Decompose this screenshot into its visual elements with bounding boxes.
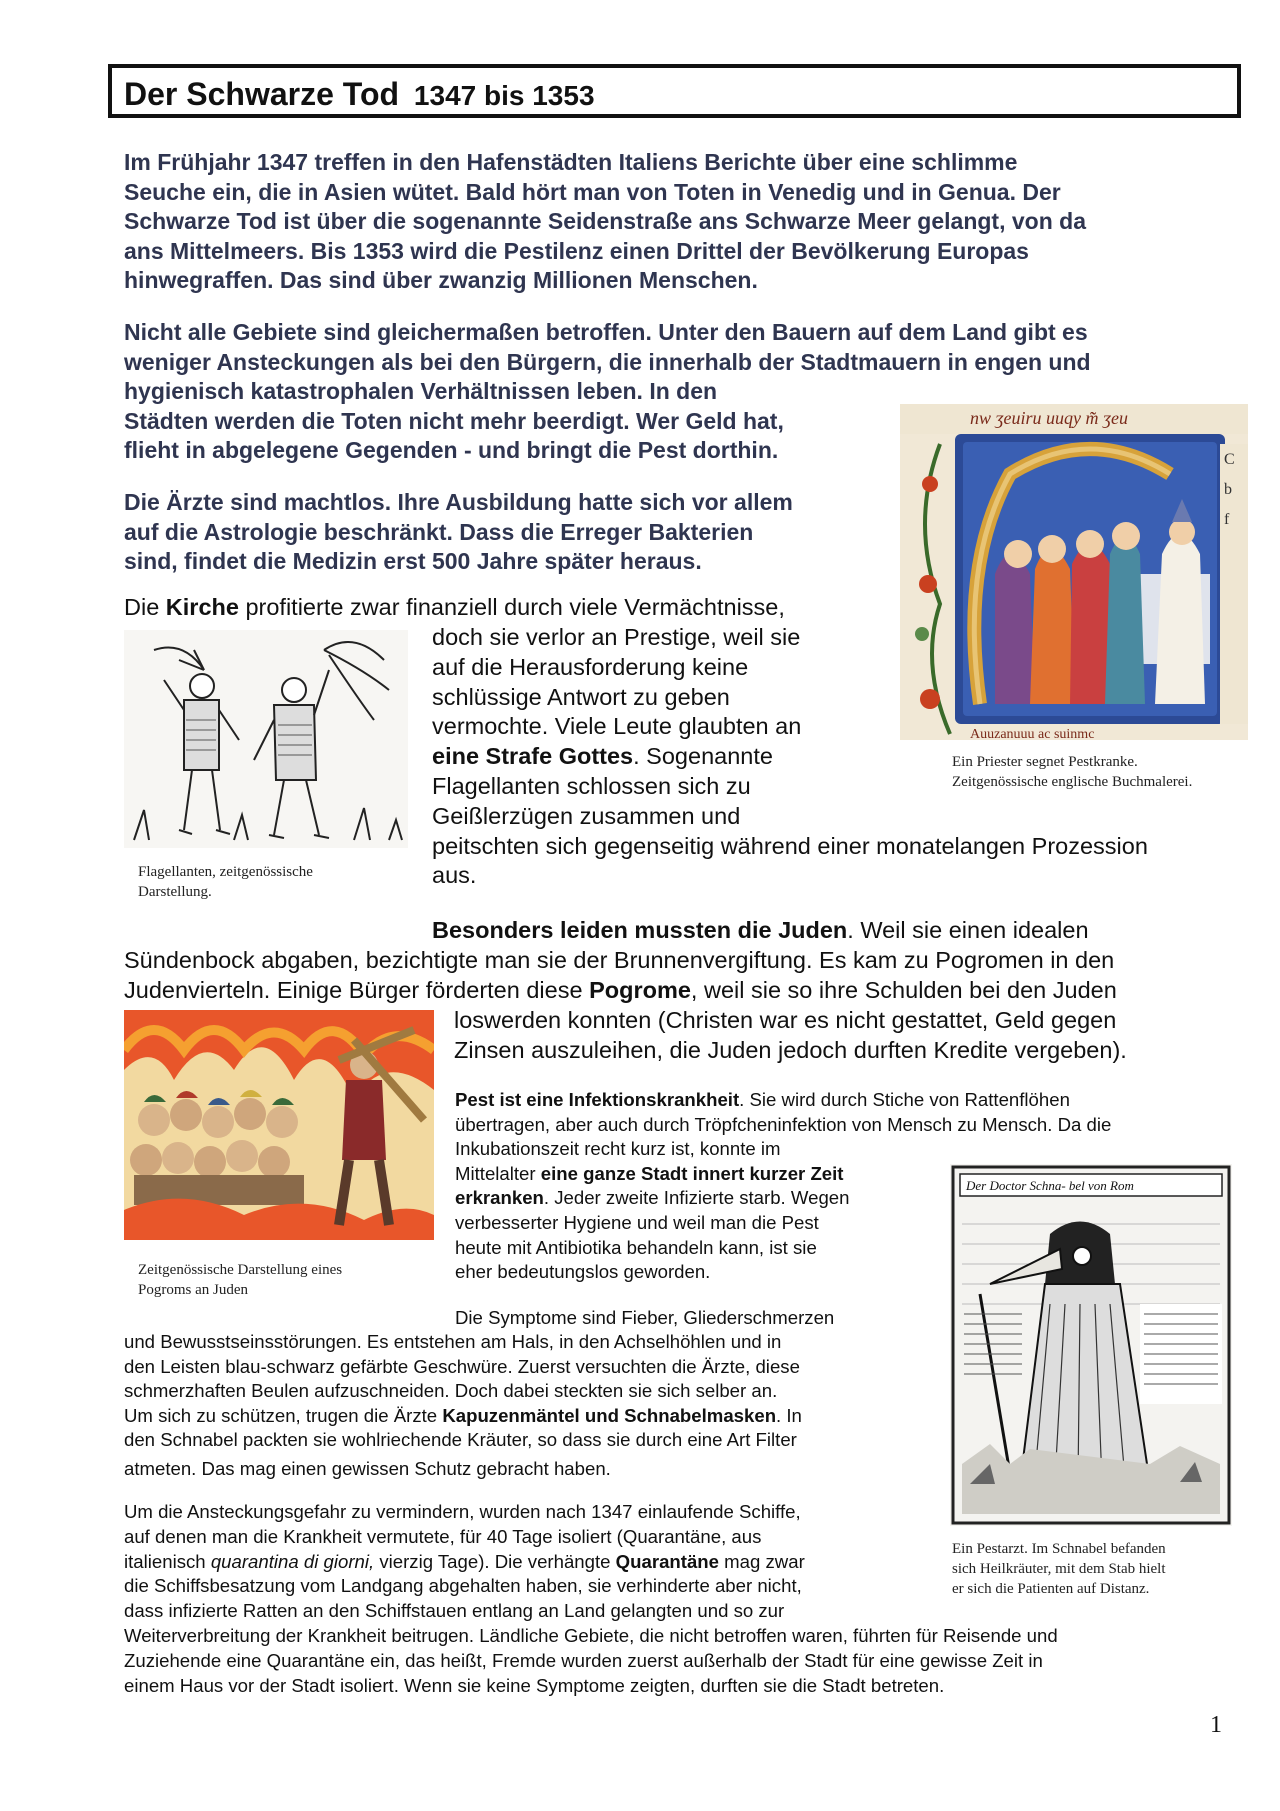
text-line: Zinsen auszuleihen, die Juden jedoch durften Kredite vergeben). (454, 1036, 1127, 1063)
flagellants-illustration (124, 630, 408, 848)
text-line: Flagellanten schlossen sich zu (432, 772, 751, 799)
text-line: ans Mittelmeers. Bis 1353 wird die Pestilenz einen Drittel der Bevölkerung Europas (124, 237, 1029, 264)
text-run: Um sich zu schützen, trugen die Ärzte (124, 1404, 443, 1426)
text-line: auf die Herausforderung keine (432, 653, 749, 680)
text-run: . In (776, 1404, 802, 1426)
text-line: den Leisten blau-schwarz gefärbte Geschwüre. Zuerst versuchten die Ärzte, diese (124, 1355, 800, 1377)
text-line: Seuche ein, die in Asien wütet. Bald hört man von Toten in Venedig und in Genua. Der (124, 178, 1061, 205)
emphasis-kirche: Kirche (165, 594, 239, 620)
text-line: die Schiffsbesatzung vom Landgang abgehalten haben, sie verhinderte aber nicht, (124, 1575, 802, 1597)
text-line: Zuziehende eine Quarantäne ein, das heißt, Fremde wurden zuerst außerhalb der Stadt für eine gewisse Zeit in (124, 1649, 1043, 1671)
text-line: vermochte. Viele Leute glaubten an (432, 713, 802, 740)
text-line: dass infizierte Ratten an den Schiffstauen entlang an Land gelangten und so zur (124, 1600, 785, 1622)
text-line: auf denen man die Krankheit vermutete, für 40 Tage isoliert (Quarantäne, aus (124, 1525, 762, 1547)
text-line: schmerzhaften Beulen aufzuschneiden. Doch dabei steckten sie sich selber an. (124, 1380, 778, 1402)
doctors-paragraph (124, 488, 793, 577)
text-line: hygienisch katastrophalen Verhältnissen leben. In den (124, 378, 718, 404)
text-run: Die (124, 594, 166, 620)
church-first-line (124, 593, 785, 623)
emphasis-erkranken: erkranken (455, 1187, 544, 1209)
emphasis-pogrome: Pogrome (589, 976, 691, 1003)
symptoms-first-line (455, 1306, 834, 1331)
text-line: Die Ärzte sind machtlos. Ihre Ausbildung hatte sich vor allem (124, 489, 793, 515)
text-line: Inkubationszeit recht kurz ist, konnte im (455, 1138, 781, 1160)
caption-line: sich Heilkräuter, mit dem Stab hielt (952, 1561, 1166, 1577)
caption-line: Pogroms an Juden (138, 1282, 248, 1298)
text-run: . Sogenannte (633, 743, 773, 770)
italic-quarantina: quarantina di giorni, (210, 1550, 375, 1572)
text-run: . Weil sie einen idealen (847, 917, 1089, 943)
jews-paragraph-continued (454, 1006, 1127, 1066)
text-run: italienisch (124, 1550, 211, 1572)
text-line: übertragen, aber auch durch Tröpfcheninfektion von Mensch zu Mensch. Da die (455, 1113, 1112, 1135)
text-run: . Sie wird durch Stiche von Rattenflöhen (739, 1089, 1070, 1110)
title-main: Der Schwarze Tod (124, 76, 400, 112)
text-line: Weiterverbreitung der Krankheit beitrugen. Ländliche Gebiete, die nicht betroffen waren, führten für Reisende und (124, 1624, 1058, 1646)
text-run: Judenvierteln. Einige Bürger förderten diese (124, 976, 590, 1003)
text-line: Nicht alle Gebiete sind gleichermaßen betroffen. Unter den Bauern auf dem Land gibt es (124, 319, 1088, 345)
text-line: heute mit Antibiotika behandeln kann, ist sie (455, 1236, 817, 1258)
text-line: eher bedeutungslos geworden. (455, 1261, 711, 1283)
flagellants-caption (138, 862, 313, 902)
text-line (124, 1404, 802, 1429)
text-line: den Schnabel packten sie wohlriechende Kräuter, so dass sie durch eine Art Filter (124, 1429, 797, 1451)
text-line: Die Symptome sind Fieber, Gliederschmerzen (455, 1307, 835, 1328)
text-line (455, 1088, 1111, 1113)
text-line: atmeten. Das mag einen gewissen Schutz gebracht haben. (124, 1457, 611, 1479)
text-line (432, 742, 1148, 772)
emphasis-infektionskrankheit: Pest ist eine Infektionskrankheit (455, 1089, 740, 1110)
text-line: Schwarze Tod ist über die sogenannte Seidenstraße ans Schwarze Meer gelangt, von da (124, 208, 1086, 234)
text-line: auf die Astrologie beschränkt. Dass die Erreger Bakterien (124, 518, 754, 545)
svg-text:f: f (1224, 511, 1230, 528)
text-line: Sündenbock abgaben, bezichtigte man sie der Brunnenvergiftung. Es kam zu Pogromen in den (124, 947, 1115, 973)
text-line: doch sie verlor an Prestige, weil sie (432, 624, 801, 650)
text-line (124, 1550, 1058, 1575)
svg-text:C: C (1224, 451, 1235, 468)
emphasis-juden: Besonders leiden mussten die Juden (432, 917, 848, 943)
text-line: aus. (432, 862, 477, 889)
caption-line: Flagellanten, zeitgenössische (138, 864, 313, 880)
text-line: weniger Ansteckungen als bei den Bürgern, die innerhalb der Stadtmauern in engen und (124, 348, 1091, 375)
caption-line: Darstellung. (138, 884, 212, 900)
text-line: Um die Ansteckungsgefahr zu vermindern, wurden nach 1347 einlaufende Schiffe, (124, 1501, 801, 1522)
symptoms-paragraph (124, 1330, 802, 1482)
text-run: profitierte zwar finanziell durch viele Vermächtnisse, (238, 594, 785, 620)
page-number: 1 (1210, 1712, 1222, 1738)
text-line: loswerden konnten (Christen war es nicht gestattet, Geld gegen (454, 1007, 1117, 1033)
church-paragraph (432, 623, 1148, 891)
text-line: flieht in abgelegene Gegenden - und bringt die Pest dorthin. (124, 437, 779, 463)
caption-line: er sich die Patienten auf Distanz. (952, 1581, 1150, 1597)
text-line: Im Frühjahr 1347 treffen in den Hafenstädten Italiens Berichte über eine schlimme (124, 149, 1018, 175)
jews-first-line (432, 916, 1089, 946)
intro-paragraph (124, 148, 1086, 296)
text-line: verbesserter Hygiene und weil man die Pest (455, 1211, 819, 1233)
text-line: schlüssige Antwort zu geben (432, 683, 730, 710)
caption-line: Ein Pestarzt. Im Schnabel befanden (952, 1541, 1166, 1557)
svg-text:nw ʒeuiru uuqy m̃̃ ʒeu: nw ʒeuiru uuqy m̃̃ ʒeu (970, 408, 1128, 428)
text-line: einem Haus vor der Stadt isoliert. Wenn sie keine Symptome zeigten, durften sie die Stadt betreten. (124, 1674, 945, 1696)
svg-text:b: b (1224, 481, 1232, 498)
jews-paragraph (124, 946, 1117, 1006)
text-line (124, 976, 1117, 1006)
emphasis-ganze-stadt: eine ganze Stadt innert kurzer Zeit (540, 1162, 844, 1184)
text-run: mag zwar (719, 1550, 805, 1572)
text-run: . Jeder zweite Infizierte starb. Wegen (543, 1187, 850, 1209)
svg-text:Auuzanuuu ac suinmc: Auuzanuuu ac suinmc (970, 727, 1095, 740)
text-line: und Bewusstseinsstörungen. Es entstehen am Hals, in den Achselhöhlen und in (124, 1331, 782, 1352)
text-run: , weil sie so ihre Schulden bei den Juden (690, 976, 1117, 1003)
page-title (124, 76, 595, 113)
text-line: peitschten sich gegenseitig während einer monatelangen Prozession (432, 832, 1148, 859)
svg-text:Der Doctor Schna- bel von: Der Doctor Schna- bel von Rom (966, 1178, 1134, 1193)
text-line: Städten werden die Toten nicht mehr beerdigt. Wer Geld hat, (124, 407, 784, 434)
caption-line: Ein Priester segnet Pestkranke. (952, 754, 1138, 770)
text-run: vierzig Tage). Die verhängte (374, 1550, 616, 1572)
title-years: 1347 bis 1353 (413, 80, 595, 111)
text-line: hinwegraffen. Das sind über zwanzig Millionen Menschen. (124, 267, 758, 293)
text-run: Mittelalter (455, 1162, 541, 1184)
caption-line: Zeitgenössische englische Buchmalerei. (952, 774, 1193, 790)
text-line: sind, findet die Medizin erst 500 Jahre später heraus. (124, 548, 702, 574)
emphasis-quarantaene: Quarantäne (615, 1550, 719, 1572)
plague-doctor-illustration (950, 1164, 1232, 1526)
quarantine-paragraph (124, 1500, 1058, 1698)
text-line: Geißlerzügen zusammen und (432, 802, 741, 829)
pogrom-caption (138, 1260, 342, 1300)
pogrom-illustration (124, 1010, 434, 1240)
emphasis-strafe-gottes: eine Strafe Gottes (432, 743, 634, 770)
caption-line: Zeitgenössische Darstellung eines (138, 1262, 343, 1278)
emphasis-schnabelmasken: Kapuzenmäntel und Schnabelmasken (442, 1404, 777, 1426)
